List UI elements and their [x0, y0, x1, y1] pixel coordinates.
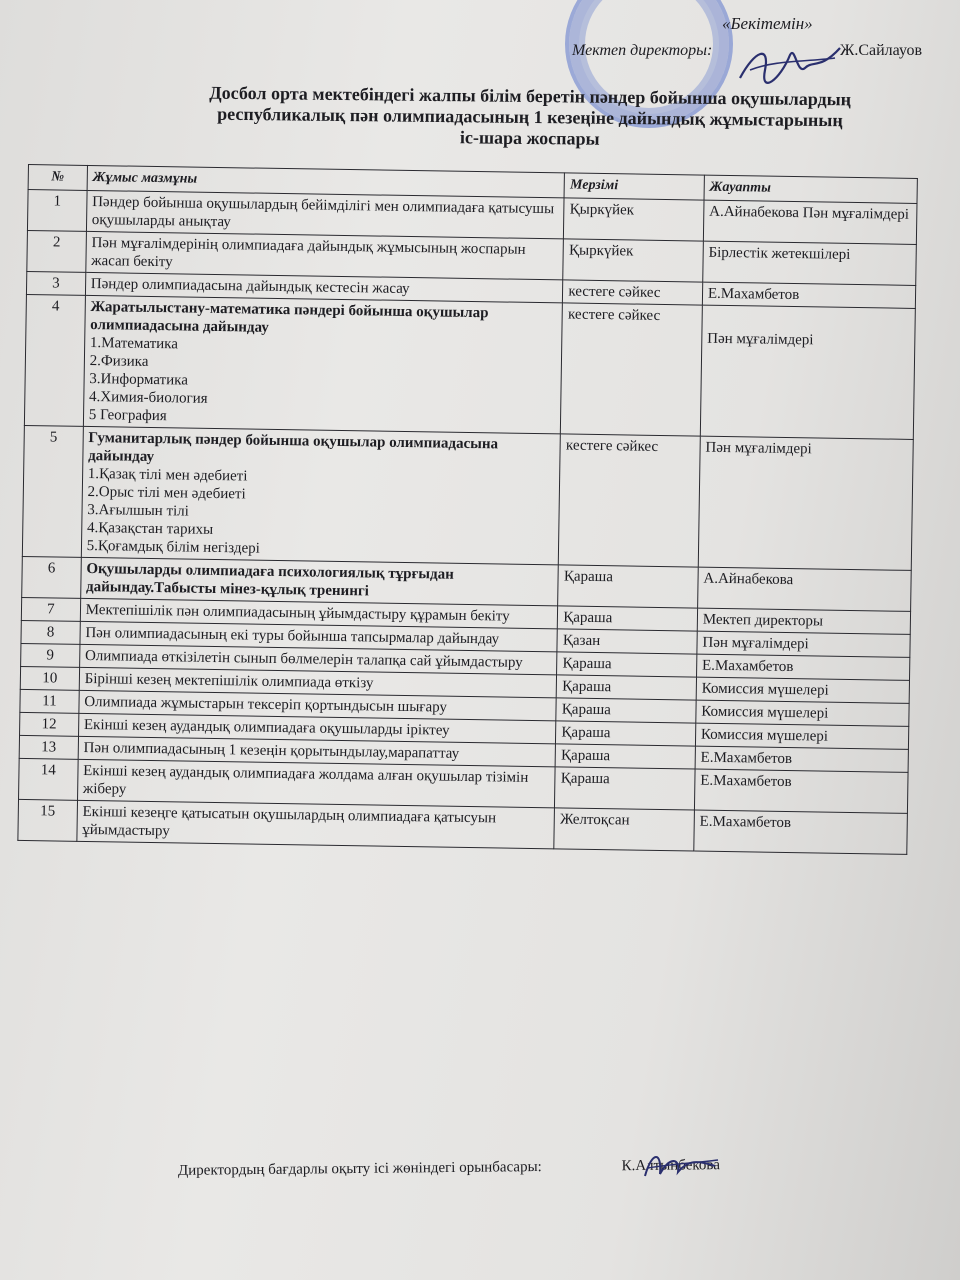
row-num: 11: [20, 689, 79, 713]
deputy-name: К.Алтынбекова: [621, 1157, 721, 1175]
subject-item: 1.Математика: [89, 334, 179, 353]
director-name: Ж.Сайлауов: [840, 42, 923, 59]
deputy-director-line: [178, 1157, 720, 1180]
deputy-label: Директордың бағдарлы оқыту ісі жөніндегі орынбасары:: [177, 1159, 542, 1179]
row-deadline: Қараша: [556, 698, 696, 723]
row-num: 8: [21, 620, 80, 644]
title-line-2: республикалық пән олимпиадасының 1 кезеңіне дайындық жұмыстарының: [217, 103, 843, 131]
row-deadline: кестеге сәйкес: [559, 434, 701, 567]
row-content: Екінші кезең аудандық олимпиадаға оқушыларды іріктеу: [78, 713, 556, 743]
row-num: 10: [20, 666, 79, 690]
row-responsible: [700, 305, 915, 439]
title-line-1: Досбол орта мектебіндегі жалпы білім беретін пәндер бойынша оқушылардың: [209, 82, 852, 110]
row-deadline: Қараша: [558, 565, 698, 608]
row-responsible: Пән мұғалімдері: [698, 436, 913, 570]
row-responsible: Е.Махамбетов: [696, 654, 909, 680]
director-signature: [735, 40, 845, 90]
row-deadline: Қараша: [555, 767, 695, 810]
row-responsible-text: Пән мұғалімдері: [707, 330, 814, 349]
row-content: Мектепішілік пән олимпиадасының ұйымдастыру құрамын бекіту: [80, 598, 558, 628]
row-deadline: Қараша: [558, 606, 698, 631]
row-num: 6: [22, 556, 81, 598]
subject-item: 3.Ағылшын тілі: [87, 501, 190, 520]
row-content: Пән олимпиадасының екі туры бойынша тапсырмалар дайындау: [80, 621, 558, 651]
subject-item: 5 География: [88, 406, 167, 425]
row-deadline: кестеге сәйкес: [563, 280, 703, 305]
row-deadline: Қараша: [557, 675, 697, 700]
row-content-heading: Гуманитарлық пәндер бойынша оқушылар олимпиадасына дайындау: [88, 429, 499, 466]
row-num: 9: [21, 643, 80, 667]
title-line-3: іс-шара жоспары: [459, 127, 600, 149]
row-num: 1: [27, 190, 86, 232]
row-content: Бірінші кезең мектепішілік олимпиада өткізу: [79, 667, 557, 697]
row-content: Пәндер олимпиадасына дайындық кестесін жасау: [85, 272, 563, 302]
header-content: Жұмыс мазмұны: [87, 165, 565, 197]
row-content: Олимпиада өткізілетін сынып бөлмелерін талапқа сай ұйымдастыру: [79, 644, 557, 674]
row-deadline: Қыркүйек: [563, 239, 703, 282]
row-num: 5: [22, 425, 83, 557]
row-responsible: Е.Махамбетов: [695, 746, 908, 772]
row-num: 12: [20, 712, 79, 736]
row-num: 4: [24, 294, 85, 426]
row-content: Екінші кезең аудандық олимпиадаға жолдама алған оқушылар тізімін жіберу: [77, 759, 555, 807]
plan-table: [17, 164, 918, 855]
row-deadline: Қараша: [556, 721, 696, 746]
row-deadline: Қараша: [557, 652, 697, 677]
approval-label: «Бекітемін»: [722, 14, 813, 33]
row-content: Пән олимпиадасының 1 кезеңін қорытындылау,марапаттау: [78, 736, 556, 766]
row-deadline: Қараша: [555, 744, 695, 769]
director-line: [572, 42, 923, 60]
row-responsible: А.Айнабекова: [697, 567, 911, 611]
row-content: Пән мұғалімдерінің олимпиадаға дайындық жұмысының жоспарын жасап бекіту: [86, 231, 564, 279]
row-responsible: Пән мұғалімдері: [697, 631, 910, 657]
row-content: [83, 295, 563, 433]
subject-item: 1.Қазақ тілі мен әдебиеті: [87, 465, 248, 485]
row-responsible: А.Айнабекова Пән мұғалімдері: [703, 200, 917, 244]
header-deadline: Мерзімі: [564, 173, 704, 200]
row-responsible: Комиссия мүшелері: [695, 723, 908, 749]
row-num: 7: [21, 597, 80, 621]
subject-item: 5.Қоғамдық білім негіздері: [86, 537, 260, 557]
header-num: №: [28, 165, 87, 191]
row-num: 14: [19, 758, 78, 800]
row-responsible: Комиссия мүшелері: [696, 677, 909, 703]
row-content: Екінші кезеңге қатысатын оқушылардың олимпиадаға қатысуын ұйымдастыру: [77, 800, 555, 848]
row-responsible: Бірлестік жетекшілері: [703, 241, 917, 285]
header-responsible: Жауапты: [704, 175, 918, 203]
document-title: [100, 81, 960, 153]
row-responsible: Е.Махамбетов: [694, 769, 908, 813]
subject-item: 4.Химия-биология: [88, 388, 208, 407]
row-num: 3: [26, 271, 85, 295]
subject-item: 3.Информатика: [89, 370, 189, 389]
row-deadline: Желтоқсан: [554, 808, 694, 851]
row-responsible: Е.Махамбетов: [702, 282, 915, 308]
subject-item: 2.Орыс тілі мен әдебиеті: [87, 483, 246, 503]
row-num: 2: [27, 230, 86, 272]
row-deadline: Қыркүйек: [564, 198, 704, 241]
director-label: Мектеп директоры:: [572, 42, 713, 59]
subject-item: 2.Физика: [89, 352, 149, 370]
row-deadline: кестеге сәйкес: [561, 303, 703, 436]
row-content-heading: Жаратылыстану-математика пәндері бойынша оқушылар олимпиадасына дайындау: [90, 299, 489, 336]
row-num: 15: [18, 799, 77, 841]
row-num: 13: [19, 735, 78, 759]
table-row: [22, 425, 913, 570]
row-content: [81, 426, 561, 564]
row-responsible: Комиссия мүшелері: [696, 700, 909, 726]
row-content: Пәндер бойынша оқушылардың бейімділігі мен олимпиадаға қатысушы оқушыларды анықтау: [86, 190, 564, 238]
subject-item: 4.Қазақстан тарихы: [86, 519, 214, 538]
row-content: Олимпиада жұмыстарын тексеріп қортындысын шығару: [79, 690, 557, 720]
deputy-signature: [640, 1146, 720, 1186]
row-deadline: Қазан: [557, 629, 697, 654]
row-responsible: Мектеп директоры: [697, 608, 910, 634]
row-content: Оқушыларды олимпиадаға психологиялық тұрғыдан дайындау.Табысты мінез-құлық тренингі: [80, 557, 558, 605]
row-responsible: Е.Махамбетов: [694, 810, 908, 854]
table-row: [24, 294, 915, 439]
